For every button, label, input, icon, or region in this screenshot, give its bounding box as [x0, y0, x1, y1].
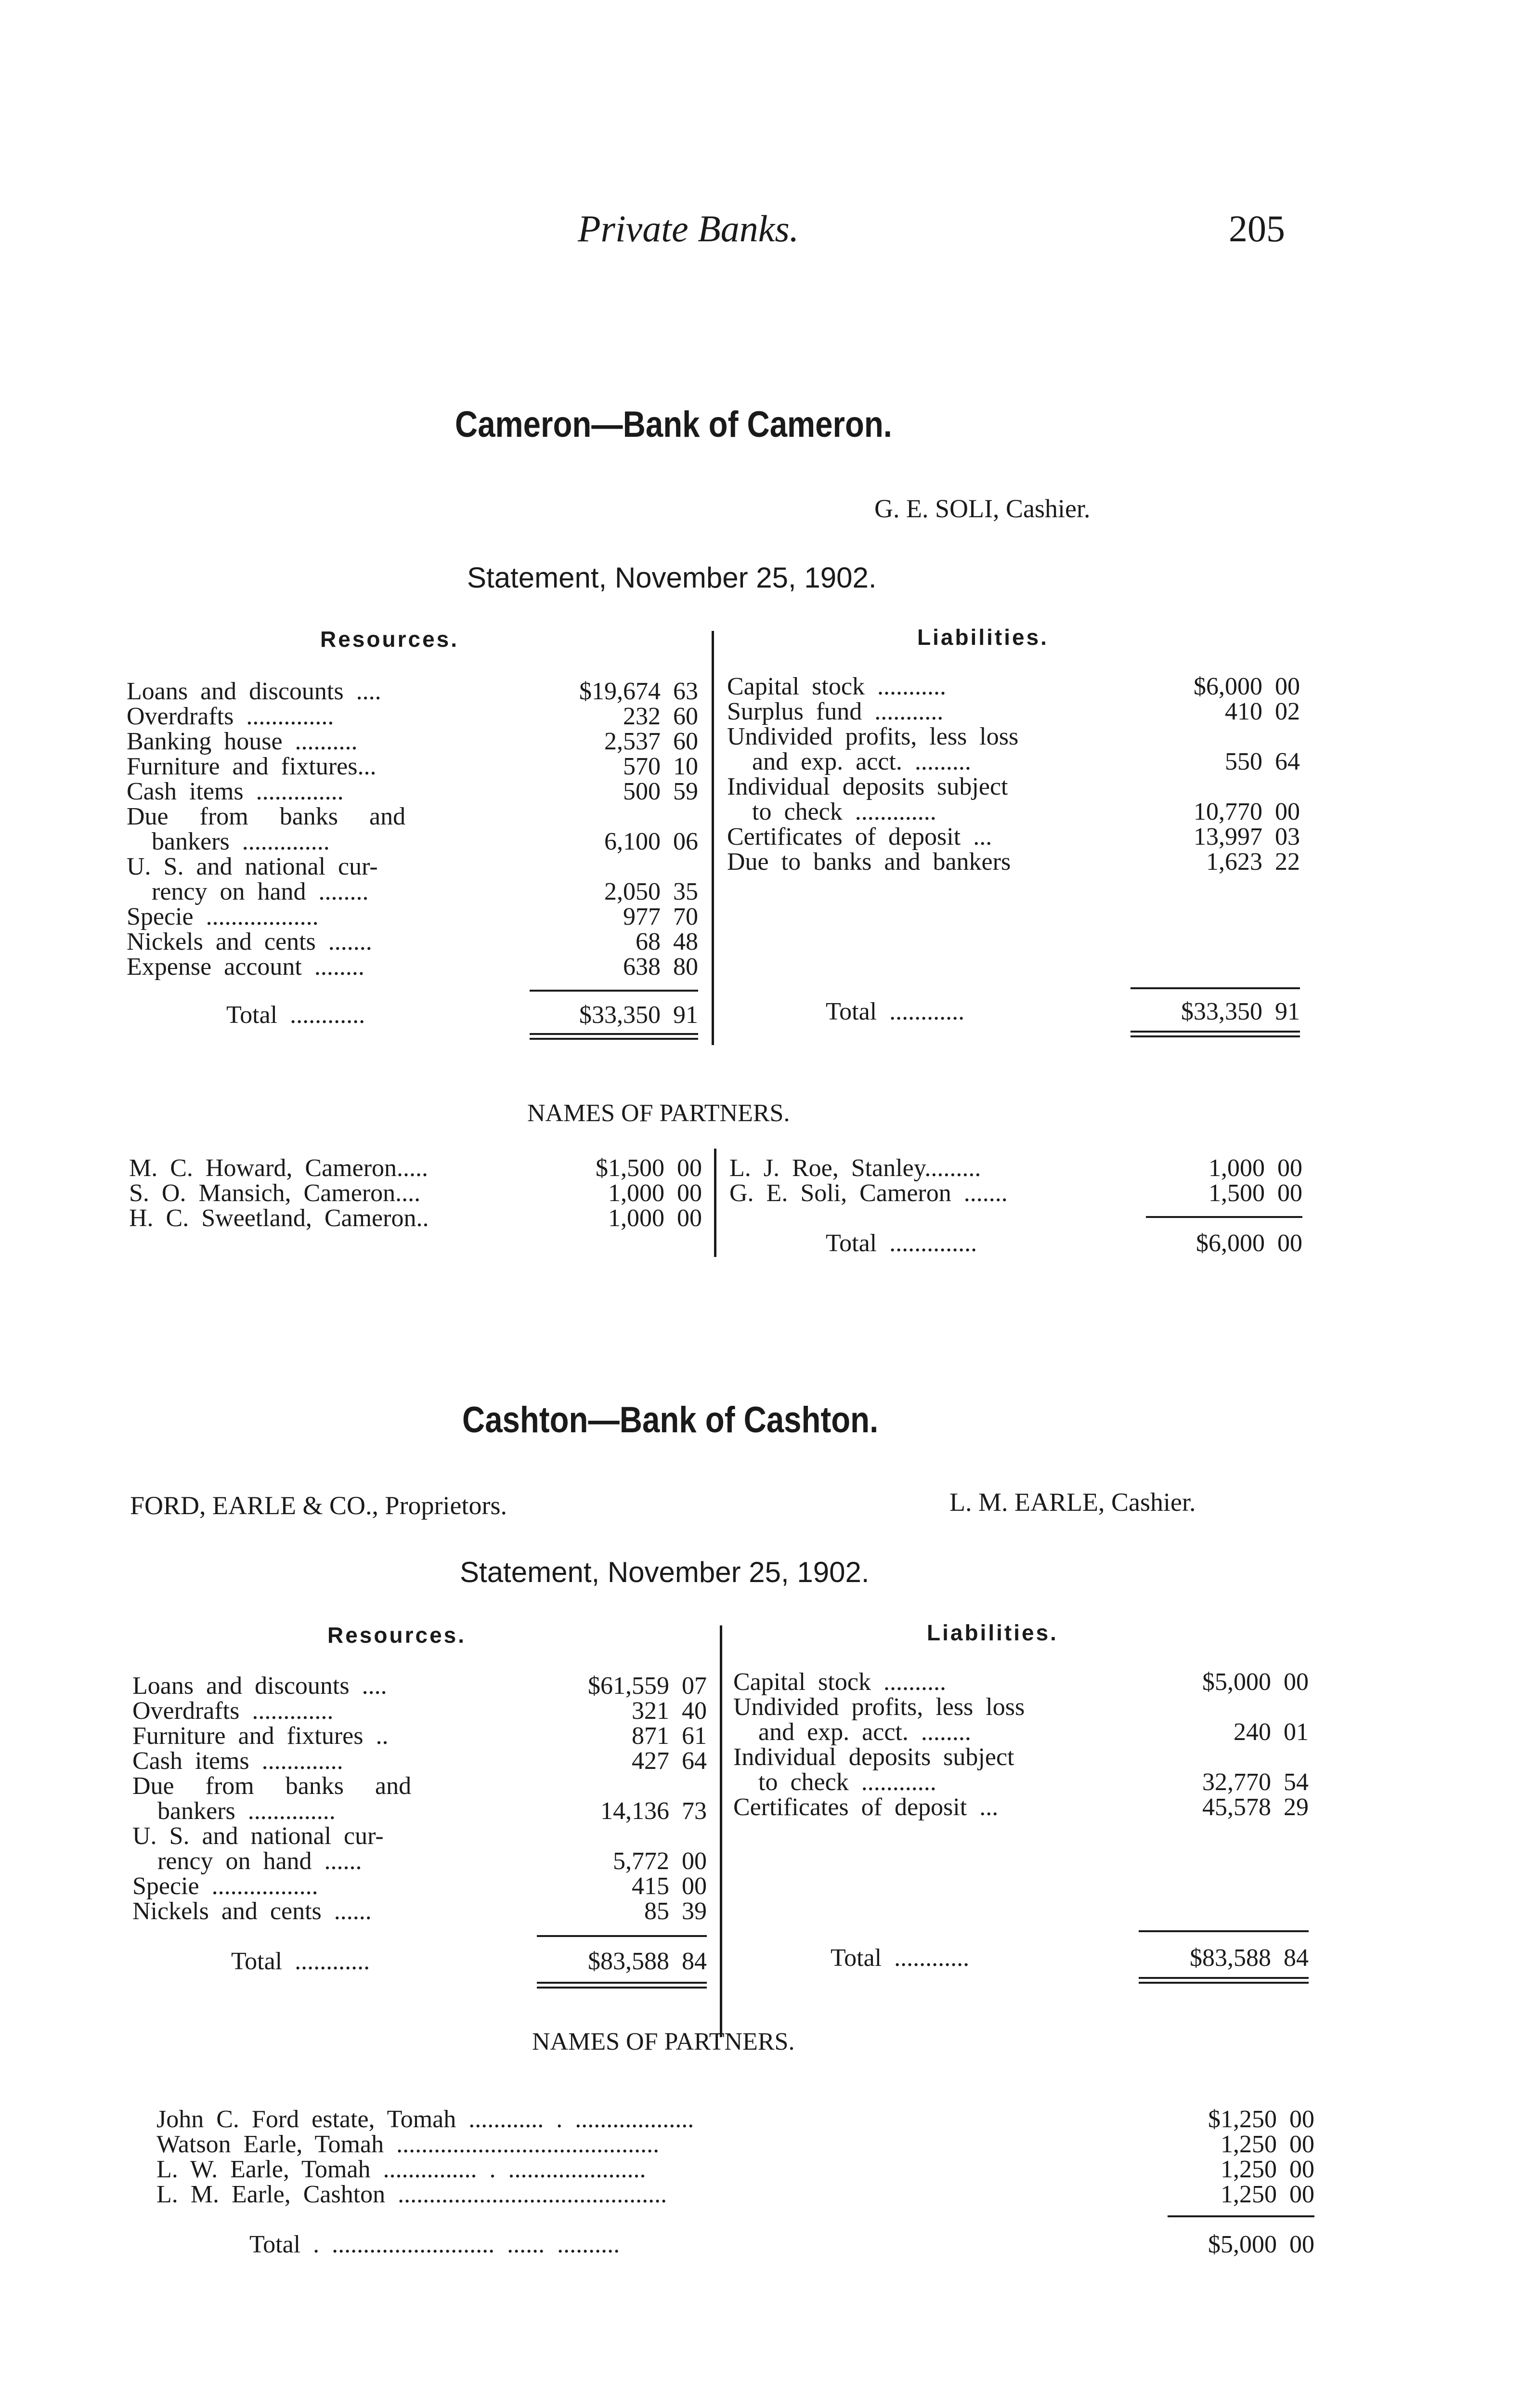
bank1-cashier: G. E. SOLI, Cashier. — [874, 494, 1091, 523]
list-item — [727, 799, 1300, 824]
list-item — [132, 1774, 707, 1799]
list-item — [127, 829, 698, 854]
list-item — [132, 1724, 707, 1749]
liability-amount: 45,578 29 — [1202, 1793, 1309, 1821]
list-item — [127, 929, 698, 955]
list-item — [733, 1770, 1309, 1795]
total-label: Total ............ — [831, 1944, 970, 1972]
bank1-partners-total-rule — [1146, 1216, 1302, 1218]
resource-label: Due from banks and — [127, 803, 406, 830]
total-amount: $5,000 00 — [1208, 2231, 1314, 2258]
liability-label: Due to banks and bankers — [727, 848, 1011, 876]
list-item — [729, 1156, 1302, 1181]
liability-label: Surplus fund ........... — [727, 698, 944, 725]
liability-label: Certificates of deposit ... — [733, 1793, 999, 1821]
liability-amount: 1,623 22 — [1206, 848, 1300, 876]
bank2-title: Cashton—Bank of Cashton. — [462, 1400, 879, 1440]
bank1-partners-heading: NAMES OF PARTNERS. — [527, 1099, 790, 1127]
total-label: Total ............ — [826, 998, 965, 1025]
resource-amount: 321 40 — [632, 1697, 707, 1725]
liability-label: and exp. acct. ......... — [727, 748, 971, 775]
list-item — [132, 1674, 707, 1699]
list-item — [127, 779, 698, 804]
bank1-resources-total — [226, 1003, 698, 1028]
resource-label: Loans and discounts .... — [127, 678, 381, 705]
resource-label: Furniture and fixtures... — [127, 753, 377, 780]
bank2-statement-date: Statement, November 25, 1902. — [460, 1556, 870, 1588]
total-label: Total .............. — [826, 1230, 977, 1257]
partner-amount: 1,000 00 — [1208, 1154, 1302, 1182]
bank1-resources-double-rule — [530, 1033, 698, 1040]
list-item — [727, 774, 1300, 799]
partner-amount: 1,250 00 — [1221, 2131, 1314, 2158]
resource-amount: 2,537 60 — [604, 728, 698, 755]
list-item — [727, 724, 1300, 749]
bank2-liabilities-total-rule — [1139, 1930, 1309, 1932]
bank2-liabilities-heading: Liabilities. — [927, 1620, 1058, 1645]
bank2-cashier: L. M. EARLE, Cashier. — [949, 1488, 1196, 1517]
resource-label: Cash items .............. — [127, 778, 344, 805]
list-item — [132, 1824, 707, 1849]
partner-name: L. J. Roe, Stanley......... — [729, 1154, 981, 1182]
list-item — [733, 1695, 1309, 1720]
partner-amount: 1,250 00 — [1221, 2181, 1314, 2208]
liability-label: Individual deposits subject — [733, 1743, 1014, 1771]
list-item — [156, 2132, 1314, 2157]
bank1-title: Cameron—Bank of Cameron. — [455, 404, 892, 445]
resource-label: bankers .............. — [132, 1797, 336, 1825]
liability-amount: 240 01 — [1234, 1718, 1309, 1746]
liability-label: to check ............. — [727, 798, 936, 825]
total-amount: $83,588 84 — [588, 1948, 707, 1975]
resource-label: Expense account ........ — [127, 953, 364, 981]
resource-label: Banking house .......... — [127, 728, 358, 755]
list-item — [733, 1720, 1309, 1745]
list-item — [132, 1899, 707, 1924]
partner-amount: 1,000 00 — [608, 1179, 702, 1207]
list-item — [129, 1156, 702, 1181]
list-item — [129, 1181, 702, 1206]
partner-amount: 1,250 00 — [1221, 2156, 1314, 2183]
bank2-proprietors: FORD, EARLE & CO., Proprietors. — [130, 1491, 507, 1520]
liability-amount: 550 64 — [1225, 748, 1300, 775]
list-item — [156, 2157, 1314, 2182]
bank1-resources-total-rule — [530, 990, 698, 992]
list-item — [727, 824, 1300, 850]
bank1-liabilities-heading: Liabilities. — [917, 625, 1049, 650]
resource-amount: 415 00 — [632, 1872, 707, 1900]
liability-label: Capital stock ........... — [727, 673, 946, 700]
liability-amount: 410 02 — [1225, 698, 1300, 725]
partner-name: L. M. Earle, Cashton ........................................... — [156, 2181, 667, 2208]
total-label: Total ............ — [226, 1001, 365, 1029]
list-item — [727, 699, 1300, 724]
liability-amount: $6,000 00 — [1194, 673, 1300, 700]
resource-label: Specie .................. — [127, 903, 319, 930]
bank2-partners-total — [249, 2232, 1314, 2257]
liability-label: and exp. acct. ........ — [733, 1718, 971, 1746]
liability-amount: 10,770 00 — [1194, 798, 1300, 825]
partner-name: S. O. Mansich, Cameron.... — [129, 1179, 421, 1207]
bank2-resources-double-rule — [537, 1982, 707, 1989]
bank2-resources-total — [231, 1949, 707, 1974]
total-label: Total . .......................... ...... .......... — [249, 2231, 620, 2258]
liability-label: Undivided profits, less loss — [727, 723, 1019, 750]
list-item — [132, 1799, 707, 1824]
partner-amount: $1,500 00 — [596, 1154, 702, 1182]
bank2-liabilities-double-rule — [1139, 1977, 1309, 1984]
list-item — [127, 804, 698, 829]
list-item — [132, 1749, 707, 1774]
list-item — [127, 729, 698, 754]
page-number: 205 — [1229, 208, 1285, 249]
list-item — [127, 879, 698, 904]
resource-amount: 638 80 — [623, 953, 698, 981]
liability-label: Individual deposits subject — [727, 773, 1008, 800]
partner-amount: 1,500 00 — [1208, 1179, 1302, 1207]
list-item — [127, 754, 698, 779]
partner-name: John C. Ford estate, Tomah ............ . ................... — [156, 2106, 694, 2133]
resource-label: Due from banks and — [132, 1772, 412, 1800]
liability-label: Capital stock .......... — [733, 1668, 946, 1696]
list-item — [729, 1181, 1302, 1206]
partner-name: Watson Earle, Tomah .......................................... — [156, 2131, 660, 2158]
list-item — [733, 1670, 1309, 1695]
resource-amount: 427 64 — [632, 1747, 707, 1775]
partner-name: G. E. Soli, Cameron ....... — [729, 1179, 1008, 1207]
partner-name: L. W. Earle, Tomah ............... . ...................... — [156, 2156, 646, 2183]
liability-amount: $5,000 00 — [1202, 1668, 1309, 1696]
bank2-partners-total-rule — [1168, 2215, 1314, 2217]
resource-amount: 14,136 73 — [600, 1797, 707, 1825]
resource-amount: $19,674 63 — [579, 678, 698, 705]
list-item — [127, 904, 698, 929]
total-amount: $33,350 91 — [579, 1001, 698, 1029]
total-label: Total ............ — [231, 1948, 370, 1975]
resource-label: U. S. and national cur- — [127, 853, 378, 880]
bank1-partners-divider — [714, 1149, 716, 1257]
partner-amount: 1,000 00 — [608, 1204, 702, 1232]
list-item — [727, 674, 1300, 699]
list-item — [727, 749, 1300, 774]
resource-label: bankers .............. — [127, 828, 330, 855]
liability-label: to check ............ — [733, 1768, 936, 1796]
resource-amount: 85 39 — [644, 1898, 707, 1925]
running-header-title: Private Banks. — [578, 208, 799, 249]
list-item — [132, 1874, 707, 1899]
bank1-partners-total — [826, 1231, 1302, 1256]
resource-label: Overdrafts ............. — [132, 1697, 334, 1725]
bank2-liabilities-total — [831, 1946, 1309, 1971]
resource-amount: 2,050 35 — [604, 878, 698, 905]
list-item — [727, 850, 1300, 875]
partner-name: H. C. Sweetland, Cameron.. — [129, 1204, 429, 1232]
bank1-statement-date: Statement, November 25, 1902. — [467, 562, 877, 594]
resource-amount: $61,559 07 — [588, 1672, 707, 1700]
liability-amount: 13,997 03 — [1194, 823, 1300, 851]
list-item — [127, 704, 698, 729]
bank2-column-divider — [720, 1625, 722, 2037]
resource-amount: 5,772 00 — [613, 1847, 707, 1875]
partner-amount: $1,250 00 — [1208, 2106, 1314, 2133]
list-item — [733, 1745, 1309, 1770]
total-amount: $83,588 84 — [1190, 1944, 1309, 1972]
partner-name: M. C. Howard, Cameron..... — [129, 1154, 429, 1182]
resource-label: U. S. and national cur- — [132, 1822, 384, 1850]
bank2-resources-heading: Resources. — [327, 1623, 467, 1648]
resource-label: Loans and discounts .... — [132, 1672, 387, 1700]
list-item — [733, 1795, 1309, 1820]
resource-label: Nickels and cents ....... — [127, 928, 372, 955]
list-item — [132, 1849, 707, 1874]
liability-amount: 32,770 54 — [1202, 1768, 1309, 1796]
list-item — [156, 2107, 1314, 2132]
bank2-resources-total-rule — [537, 1935, 707, 1937]
resource-label: Furniture and fixtures .. — [132, 1722, 389, 1750]
liability-label: Certificates of deposit ... — [727, 823, 992, 851]
resource-amount: 570 10 — [623, 753, 698, 780]
total-amount: $33,350 91 — [1181, 998, 1300, 1025]
list-item — [156, 2182, 1314, 2207]
bank1-column-divider — [712, 631, 714, 1045]
resource-amount: 68 48 — [636, 928, 698, 955]
resource-label: Cash items ............. — [132, 1747, 343, 1775]
resource-amount: 871 61 — [632, 1722, 707, 1750]
list-item — [127, 679, 698, 704]
resource-label: Nickels and cents ...... — [132, 1898, 372, 1925]
list-item — [132, 1699, 707, 1724]
bank1-liabilities-double-rule — [1130, 1031, 1300, 1037]
resource-amount: 6,100 06 — [604, 828, 698, 855]
list-item — [129, 1206, 702, 1231]
resource-label: rency on hand ...... — [132, 1847, 362, 1875]
resource-amount: 977 70 — [623, 903, 698, 930]
resource-amount: 232 60 — [623, 703, 698, 730]
resource-label: Specie ................. — [132, 1872, 318, 1900]
resource-label: rency on hand ........ — [127, 878, 369, 905]
resource-amount: 500 59 — [623, 778, 698, 805]
list-item — [127, 854, 698, 879]
bank1-liabilities-total — [826, 999, 1300, 1024]
list-item — [127, 955, 698, 980]
liability-label: Undivided profits, less loss — [733, 1693, 1025, 1721]
resource-label: Overdrafts .............. — [127, 703, 334, 730]
total-amount: $6,000 00 — [1196, 1230, 1302, 1257]
bank1-liabilities-total-rule — [1130, 987, 1300, 989]
bank1-resources-heading: Resources. — [320, 627, 459, 652]
bank2-partners-heading: NAMES OF PARTNERS. — [532, 2028, 795, 2055]
